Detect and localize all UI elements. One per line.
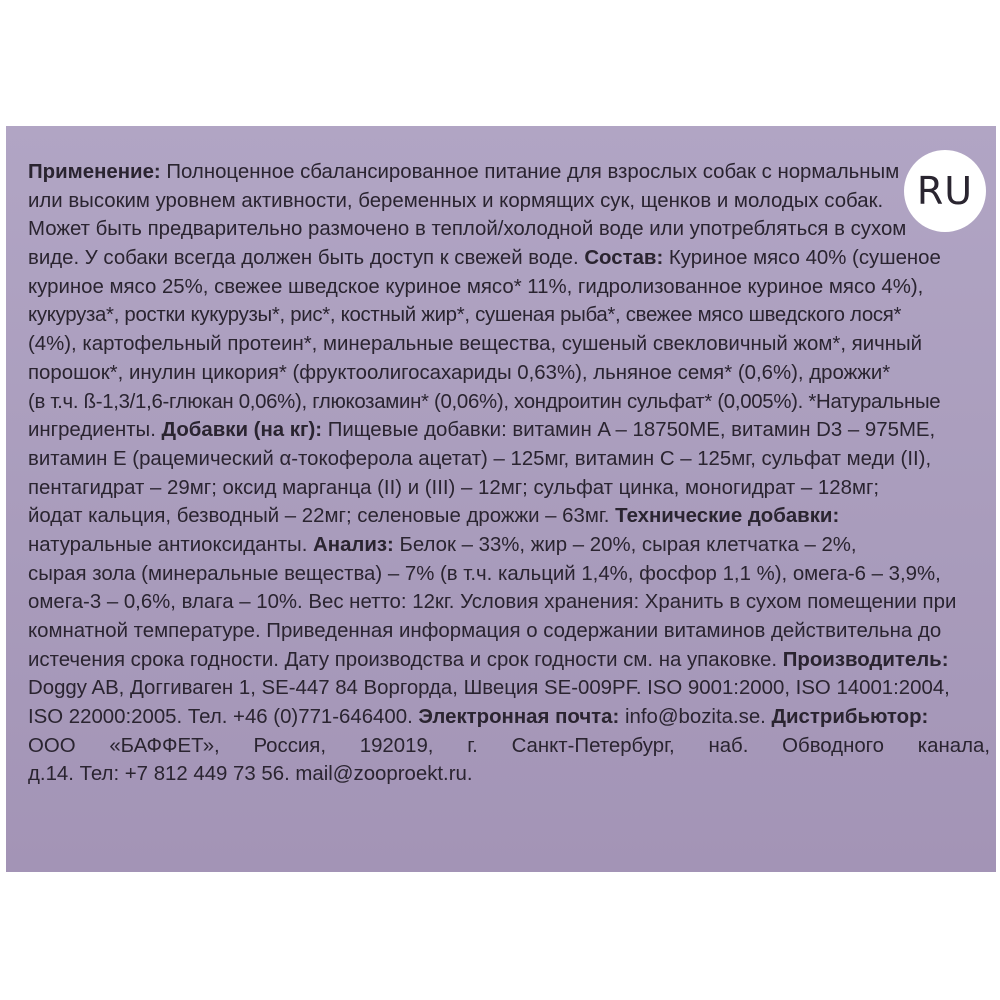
- label-text-line: [28, 158, 990, 187]
- label-text: Пищевые добавки: витамин A – 18750МЕ, витамин D3 – 975МЕ,: [322, 419, 936, 442]
- label-text: Может быть предварительно размочено в теплой/холодной воде или употребляться в сухом: [28, 218, 907, 241]
- label-text-line: [28, 244, 990, 273]
- label-text: Белок – 33%, жир – 20%, сырая клетчатка – 2%,: [393, 533, 857, 556]
- label-text-line: [28, 330, 990, 359]
- label-text-line: [28, 187, 990, 216]
- label-heading: Производитель:: [782, 648, 949, 671]
- label-text-line: [28, 215, 990, 244]
- label-text: натуральные антиоксиданты.: [28, 533, 314, 556]
- label-text-line: [28, 646, 990, 675]
- label-heading: Анализ:: [313, 533, 394, 556]
- label-text: витамин E (рацемический α-токоферола ацетат) – 125мг, витамин C – 125мг, сульфат меди (II),: [28, 447, 932, 470]
- label-text-line: [28, 588, 990, 617]
- label-text-line: [28, 531, 990, 560]
- label-heading: Электронная почта:: [418, 706, 620, 729]
- label-text: ингредиенты.: [28, 419, 162, 442]
- label-text: кукуруза*, ростки кукурузы*, рис*, костный жир*, сушеная рыба*, свежее мясо шведского лося*: [28, 304, 902, 327]
- label-text-line: [28, 560, 990, 589]
- label-text-line: [28, 474, 990, 503]
- label-heading: Дистрибьютор:: [771, 706, 929, 729]
- label-text-line: [28, 388, 990, 417]
- label-text: д.14. Тел: +7 812 449 73 56. mail@zooproekt.ru.: [28, 763, 473, 786]
- label-text: истечения срока годности. Дату производства и срок годности см. на упаковке.: [28, 648, 783, 671]
- label-text-line: [28, 273, 990, 302]
- language-badge-text: RU: [916, 169, 974, 213]
- label-text-line: [28, 760, 990, 789]
- label-text: Doggy AB, Доггиваген 1, SE-447 84 Воргорда, Швеция SE-009PF. ISO 9001:2000, ISO 14001:2004,: [28, 677, 950, 700]
- language-badge: [904, 150, 986, 232]
- label-text-line: [28, 674, 990, 703]
- label-text-line: [28, 359, 990, 388]
- label-text-block: [28, 158, 990, 789]
- label-text: омега-3 – 0,6%, влага – 10%. Вес нетто: 12кг. Условия хранения: Хранить в сухом помещении при: [28, 591, 957, 614]
- label-text: порошок*, инулин цикория* (фруктоолигосахариды 0,63%), льняное семя* (0,6%), дрожжи*: [28, 361, 891, 384]
- label-text-line: [28, 502, 990, 531]
- label-text: комнатной температуре. Приведенная информация о содержании витаминов действительна до: [28, 620, 942, 642]
- label-text: пентагидрат – 29мг; оксид марганца (II) и (III) – 12мг; сульфат цинка, моногидрат – 128мг;: [28, 476, 880, 499]
- label-text-line: [28, 445, 990, 474]
- label-text: ISO 22000:2005. Тел. +46 (0)771-646400.: [28, 706, 419, 729]
- label-text: (в т.ч. ß-1,3/1,6-глюкан 0,06%), глюкозамин* (0,06%), хондроитин сульфат* (0,005%). *Натуральные: [28, 390, 941, 413]
- label-text-line: [28, 732, 990, 761]
- label-text: Куриное мясо 40% (сушеное: [663, 247, 941, 270]
- label-heading: Добавки (на кг):: [161, 419, 323, 442]
- label-heading: Технические добавки:: [615, 505, 840, 528]
- label-text: сырая зола (минеральные вещества) – 7% (в т.ч. кальций 1,4%, фосфор 1,1 %), омега-6 – 3,9%,: [28, 562, 941, 585]
- label-text-line: [28, 617, 990, 646]
- label-text: ООО «БАФФЕТ», Россия, 192019, г. Санкт-Петербург, наб. Обводного канала,: [28, 734, 990, 757]
- label-text-line: [28, 703, 990, 732]
- label-text-line: [28, 416, 990, 445]
- label-text: виде. У собаки всегда должен быть доступ к свежей воде.: [28, 247, 585, 270]
- label-heading: Состав:: [584, 247, 664, 270]
- label-text: или высоким уровнем активности, беременных и кормящих сук, щенков и молодых собак.: [28, 189, 884, 212]
- label-text-line: [28, 301, 990, 330]
- label-text: info@bozita.se.: [619, 706, 772, 729]
- label-text: куриное мясо 25%, свежее шведское куриное мясо* 11%, гидролизованное куриное мясо 4%),: [28, 275, 924, 298]
- label-text: йодат кальция, безводный – 22мг; селеновые дрожжи – 63мг.: [28, 505, 616, 528]
- label-text: Полноценное сбалансированное питание для взрослых собак с нормальным: [160, 161, 900, 183]
- label-text: (4%), картофельный протеин*, минеральные вещества, сушеный свекловичный жом*, яичный: [28, 333, 923, 356]
- label-heading: Применение:: [28, 161, 161, 183]
